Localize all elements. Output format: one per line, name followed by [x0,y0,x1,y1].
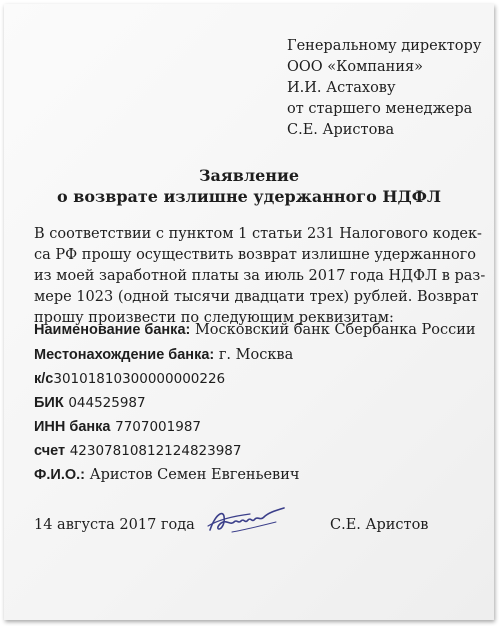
bank-name-value: Московский банк Сбербанка России [194,322,476,338]
document-subtitle: о возврате излишне удержанного НДФЛ [56,187,442,206]
addressee-line: Генеральному директору [287,38,482,54]
bank-inn-value: 7707001987 [115,419,202,435]
full-name-label: Ф.И.О.: [34,467,85,483]
bank-location-label: Местонахождение банка: [34,347,215,363]
full-name-field [34,467,299,483]
corr-account-label: к/с [34,371,54,387]
account-field [34,443,242,459]
body-paragraph [34,224,486,329]
corr-account-field [34,371,225,387]
body-line: из моей заработной платы за июль 2017 года НДФЛ в раз- [34,268,486,284]
addressee-line: И.И. Астахову [287,80,396,96]
addressee-line: ООО «Компания» [287,59,424,75]
body-line: В соответствии с пунктом 1 статьи 231 Налогового кодек- [34,226,482,242]
addressee-line: от старшего менеджера [287,101,473,117]
bik-field [34,395,146,411]
corr-account-value: 30101810300000000226 [53,371,226,387]
addressee-line: С.Е. Аристова [287,122,395,138]
bank-location-field [34,347,293,363]
bank-name-label: Наименование банка: [34,322,191,338]
document-title: Заявление [198,166,300,185]
document-date: 14 августа 2017 года [34,517,195,533]
body-line: са РФ прошу осуществить возврат излишне удержанного [34,247,477,263]
addressee-block [287,36,481,141]
document-page [4,4,494,620]
bik-label: БИК [34,395,64,411]
bank-inn-field [34,419,201,435]
account-label: счет [34,443,66,459]
signer-name: С.Е. Аристов [330,517,429,533]
body-line: прошу произвести по следующим реквизитам: [34,310,394,326]
account-value: 42307810812124823987 [69,443,242,459]
bank-name-field [34,322,476,338]
bik-value: 044525987 [68,395,146,411]
body-line: мере 1023 (одной тысячи двадцати трех) рублей. Возврат [34,289,479,305]
bank-inn-label: ИНН банка [34,419,111,435]
bank-location-value: г. Москва [218,347,294,363]
full-name-value: Аристов Семен Евгеньевич [89,467,300,483]
handwritten-signature [204,500,290,540]
